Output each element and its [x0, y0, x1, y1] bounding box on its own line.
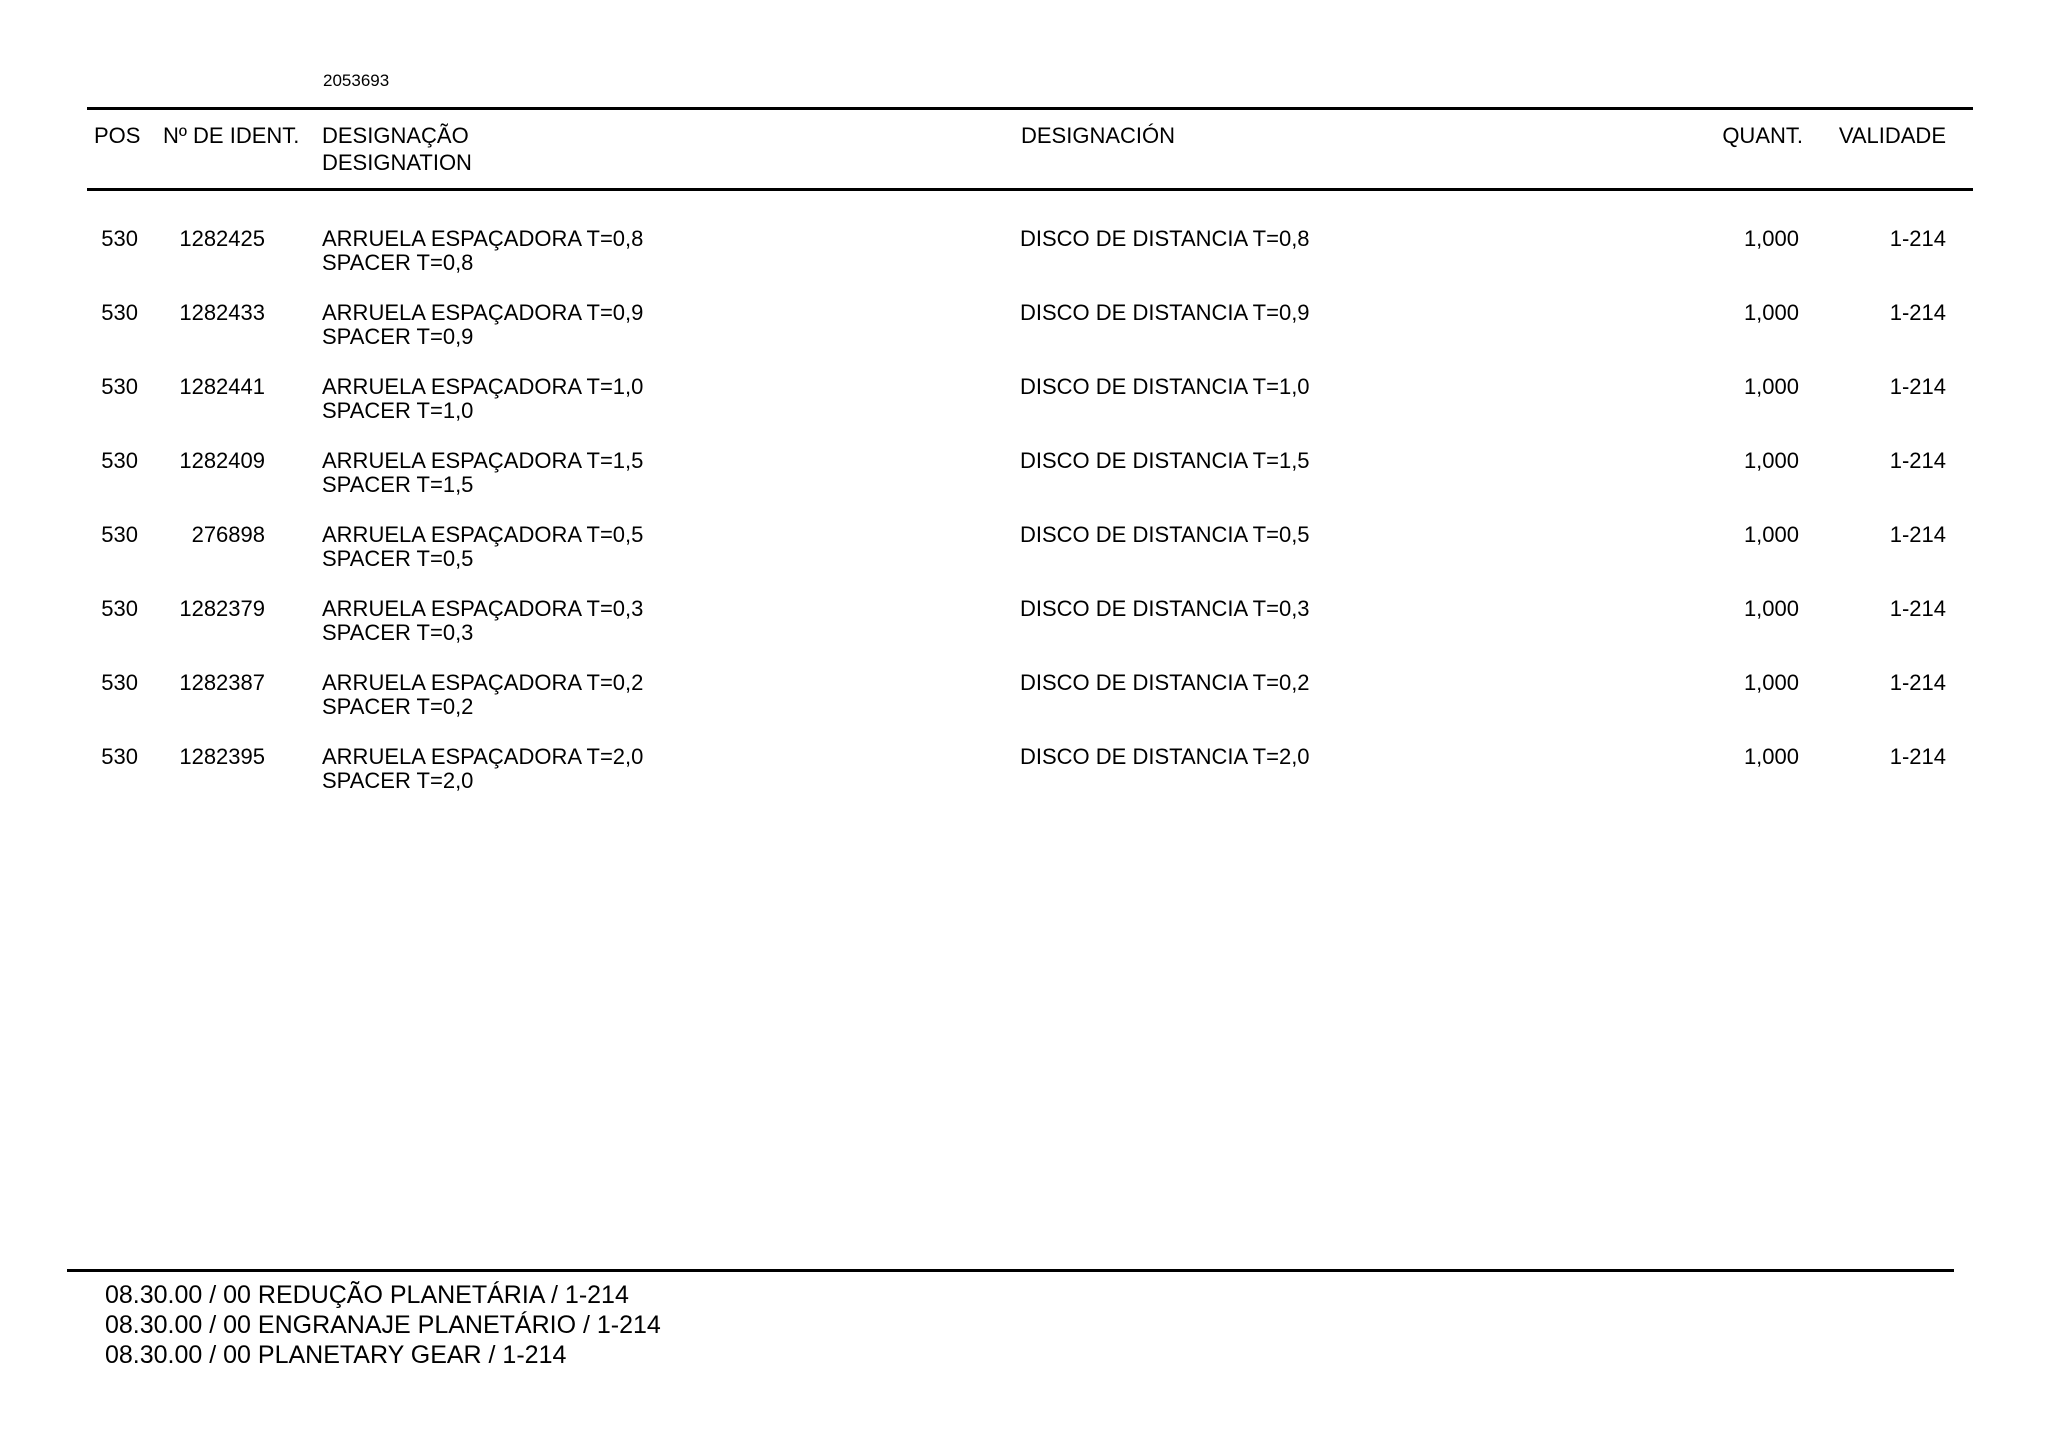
row-ident: 276898 [191, 522, 265, 547]
row-designation-es: DISCO DE DISTANCIA T=1,5 [1020, 448, 1310, 473]
row-validity: 1-214 [1889, 226, 1946, 251]
row-designation-pt: ARRUELA ESPAÇADORA T=0,5 [322, 522, 644, 547]
row-designation-es: DISCO DE DISTANCIA T=2,0 [1020, 744, 1310, 769]
row-validity: 1-214 [1889, 596, 1946, 621]
row-designation-pt: ARRUELA ESPAÇADORA T=0,3 [322, 596, 644, 621]
row-validity: 1-214 [1889, 300, 1946, 325]
header-top-divider [87, 107, 1973, 110]
row-pos: 530 [101, 744, 138, 769]
footer-line-es: 08.30.00 / 00 ENGRANAJE PLANETÁRIO / 1-214 [105, 1311, 661, 1339]
row-designation-pt: ARRUELA ESPAÇADORA T=1,0 [322, 374, 644, 399]
row-designation-en: SPACER T=0,2 [322, 694, 474, 719]
row-designation-es: DISCO DE DISTANCIA T=0,9 [1020, 300, 1310, 325]
row-designation-es: DISCO DE DISTANCIA T=0,8 [1020, 226, 1310, 251]
row-designation-es: DISCO DE DISTANCIA T=0,2 [1020, 670, 1310, 695]
row-pos: 530 [101, 596, 138, 621]
row-pos: 530 [101, 374, 138, 399]
row-quant: 1,000 [1743, 596, 1799, 621]
row-quant: 1,000 [1743, 522, 1799, 547]
row-designation-en: SPACER T=1,5 [322, 472, 474, 497]
row-ident: 1282441 [179, 374, 265, 399]
row-validity: 1-214 [1889, 670, 1946, 695]
header-designation-es: DESIGNACIÓN [1021, 123, 1176, 148]
row-designation-en: SPACER T=0,9 [322, 324, 474, 349]
row-designation-pt: ARRUELA ESPAÇADORA T=0,8 [322, 226, 644, 251]
header-validity: VALIDADE [1838, 123, 1946, 148]
row-validity: 1-214 [1889, 522, 1946, 547]
row-designation-en: SPACER T=0,5 [322, 546, 474, 571]
row-ident: 1282433 [179, 300, 265, 325]
row-validity: 1-214 [1889, 448, 1946, 473]
row-designation-en: SPACER T=1,0 [322, 398, 474, 423]
row-quant: 1,000 [1743, 448, 1799, 473]
row-quant: 1,000 [1743, 670, 1799, 695]
footer-divider [67, 1269, 1954, 1272]
row-pos: 530 [101, 522, 138, 547]
row-designation-es: DISCO DE DISTANCIA T=1,0 [1020, 374, 1310, 399]
row-ident: 1282409 [179, 448, 265, 473]
footer-line-en: 08.30.00 / 00 PLANETARY GEAR / 1-214 [105, 1341, 567, 1369]
row-pos: 530 [101, 670, 138, 695]
row-pos: 530 [101, 448, 138, 473]
row-designation-pt: ARRUELA ESPAÇADORA T=0,2 [322, 670, 644, 695]
row-designation-es: DISCO DE DISTANCIA T=0,5 [1020, 522, 1310, 547]
header-quant: QUANT. [1722, 123, 1803, 148]
row-pos: 530 [101, 300, 138, 325]
row-ident: 1282395 [179, 744, 265, 769]
row-designation-es: DISCO DE DISTANCIA T=0,3 [1020, 596, 1310, 621]
row-designation-en: SPACER T=2,0 [322, 768, 474, 793]
document-number: 2053693 [323, 71, 390, 90]
header-ident: Nº DE IDENT. [163, 123, 300, 148]
header-designation-pt: DESIGNAÇÃO [322, 123, 469, 148]
row-quant: 1,000 [1743, 226, 1799, 251]
row-quant: 1,000 [1743, 374, 1799, 399]
row-validity: 1-214 [1889, 374, 1946, 399]
row-designation-pt: ARRUELA ESPAÇADORA T=1,5 [322, 448, 644, 473]
header-bottom-divider [87, 188, 1973, 191]
row-designation-en: SPACER T=0,8 [322, 250, 474, 275]
row-quant: 1,000 [1743, 300, 1799, 325]
row-designation-pt: ARRUELA ESPAÇADORA T=0,9 [322, 300, 644, 325]
row-ident: 1282425 [179, 226, 265, 251]
row-designation-pt: ARRUELA ESPAÇADORA T=2,0 [322, 744, 644, 769]
footer-line-pt: 08.30.00 / 00 REDUÇÃO PLANETÁRIA / 1-214 [105, 1281, 629, 1309]
row-ident: 1282379 [179, 596, 265, 621]
row-pos: 530 [101, 226, 138, 251]
row-ident: 1282387 [179, 670, 265, 695]
row-designation-en: SPACER T=0,3 [322, 620, 474, 645]
row-quant: 1,000 [1743, 744, 1799, 769]
header-pos: POS [94, 123, 141, 148]
header-designation-en: DESIGNATION [322, 150, 472, 175]
row-validity: 1-214 [1889, 744, 1946, 769]
footer-assembly-reference [105, 1280, 661, 1370]
